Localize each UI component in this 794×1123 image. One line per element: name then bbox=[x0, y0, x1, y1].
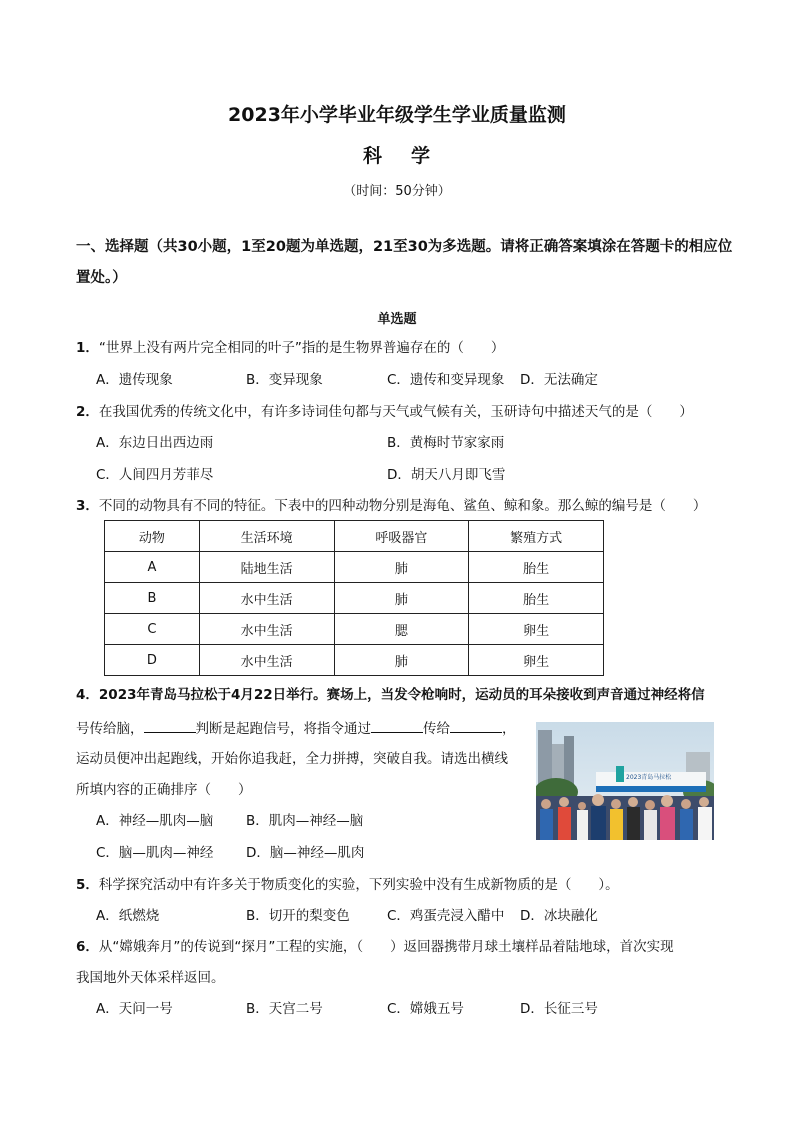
exam-time: （时间：50分钟） bbox=[343, 184, 451, 199]
question-4-text-2d: ， bbox=[502, 721, 516, 737]
marathon-photo-image bbox=[536, 722, 714, 840]
exam-title: 2023年小学毕业年级学生学业质量监测 bbox=[228, 104, 566, 126]
q5-option-d[interactable]: D．冰块融化 bbox=[520, 908, 598, 924]
subject-char-1: 科 bbox=[362, 145, 383, 167]
question-4-text-2b: 判断是起跑信号，将指令通过 bbox=[195, 721, 371, 737]
q4-option-d[interactable]: D．脑—神经—肌肉 bbox=[246, 845, 365, 861]
table-cell: 卵生 bbox=[469, 645, 604, 676]
table-cell: B bbox=[105, 583, 200, 614]
table-row bbox=[105, 614, 604, 645]
photo-banner-text: 2023青岛马拉松 bbox=[626, 774, 672, 781]
question-2-stem bbox=[76, 403, 693, 421]
table-cell: 肺 bbox=[334, 583, 469, 614]
q2-option-b[interactable]: B．黄梅时节家家雨 bbox=[387, 435, 505, 451]
question-4-text-2c: 传给 bbox=[423, 721, 450, 737]
subject-char-2: 学 bbox=[411, 145, 432, 167]
question-3-stem bbox=[76, 497, 706, 515]
question-4-text-1: 2023年青岛马拉松于4月22日举行。赛场上，当发令枪响时，运动员的耳朵接收到声音通过神经将信 bbox=[98, 687, 705, 703]
question-5-text: 科学探究活动中有许多关于物质变化的实验，下列实验中没有生成新物质的是（ ）。 bbox=[98, 877, 619, 893]
question-4-line-2 bbox=[76, 718, 516, 738]
table-cell: 肺 bbox=[334, 645, 469, 676]
table-cell: 水中生活 bbox=[199, 614, 334, 645]
section-instruction: 一、选择题（共30小题，1至20题为单选题，21至30为多选题。请将正确答案填涂在答题卡的相应位置处。） bbox=[76, 239, 733, 286]
q2-option-c[interactable]: C．人间四月芳菲尽 bbox=[96, 467, 214, 483]
single-choice-heading: 单选题 bbox=[377, 312, 417, 327]
table-cell: 卵生 bbox=[469, 614, 604, 645]
q1-option-d[interactable]: D．无法确定 bbox=[520, 372, 598, 388]
question-1-text: “世界上没有两片完全相同的叶子”指的是生物界普遍存在的（ ） bbox=[98, 340, 505, 356]
question-4-text-2a: 号传给脑， bbox=[76, 721, 144, 737]
table-row bbox=[105, 552, 604, 583]
question-6-text-1: 从“嫦娥奔月”的传说到“探月”工程的实施，（ ）返回器携带月球土壤样品着陆地球，首次实现 bbox=[98, 939, 674, 955]
table-header-cell: 生活环境 bbox=[199, 521, 334, 552]
q1-option-b[interactable]: B．变异现象 bbox=[246, 372, 323, 388]
q6-option-c[interactable]: C．嫦娥五号 bbox=[387, 1001, 464, 1017]
table-header-row bbox=[105, 521, 604, 552]
q6-option-d[interactable]: D．长征三号 bbox=[520, 1001, 598, 1017]
q4-option-c[interactable]: C．脑—肌肉—神经 bbox=[96, 845, 214, 861]
table-header-cell: 繁殖方式 bbox=[469, 521, 604, 552]
table-cell: 陆地生活 bbox=[199, 552, 334, 583]
question-5-stem bbox=[76, 876, 619, 894]
table-header-cell: 动物 bbox=[105, 521, 200, 552]
animal-table bbox=[104, 520, 604, 676]
table-cell: D bbox=[105, 645, 200, 676]
question-4-line-3: 运动员便冲出起跑线，开始你追我赶，全力拼搏，突破自我。请选出横线 bbox=[76, 751, 508, 767]
q6-option-b[interactable]: B．天宫二号 bbox=[246, 1001, 323, 1017]
q5-option-b[interactable]: B．切开的梨变色 bbox=[246, 908, 350, 924]
question-2-number: 2． bbox=[76, 404, 99, 420]
question-3-text: 不同的动物具有不同的特征。下表中的四种动物分别是海龟、鲨鱼、鲸和象。那么鲸的编号是（ ） bbox=[98, 498, 707, 514]
table-cell: C bbox=[105, 614, 200, 645]
table-cell: A bbox=[105, 552, 200, 583]
q5-option-a[interactable]: A．纸燃烧 bbox=[96, 908, 160, 924]
question-4-line-4: 所填内容的正确排序（ ） bbox=[76, 782, 252, 798]
q4-option-b[interactable]: B．肌肉—神经—脑 bbox=[246, 813, 364, 829]
table-cell: 水中生活 bbox=[199, 645, 334, 676]
question-1-stem bbox=[76, 339, 504, 357]
table-cell: 胎生 bbox=[469, 552, 604, 583]
answer-blank-1[interactable] bbox=[144, 718, 196, 733]
table-cell: 肺 bbox=[334, 552, 469, 583]
q5-option-c[interactable]: C．鸡蛋壳浸入醋中 bbox=[387, 908, 505, 924]
table-row bbox=[105, 583, 604, 614]
table-cell: 腮 bbox=[334, 614, 469, 645]
question-1-number: 1． bbox=[76, 340, 99, 356]
answer-blank-3[interactable] bbox=[450, 718, 502, 733]
table-cell: 水中生活 bbox=[199, 583, 334, 614]
marathon-photo bbox=[536, 722, 714, 840]
question-6-line-2: 我国地外天体采样返回。 bbox=[76, 970, 225, 986]
question-3-number: 3． bbox=[76, 498, 99, 514]
table-cell: 胎生 bbox=[469, 583, 604, 614]
question-5-number: 5． bbox=[76, 877, 99, 893]
q1-option-c[interactable]: C．遗传和变异现象 bbox=[387, 372, 505, 388]
q2-option-d[interactable]: D．胡天八月即飞雪 bbox=[387, 467, 506, 483]
question-2-text: 在我国优秀的传统文化中，有许多诗词佳句都与天气或气候有关，玉研诗句中描述天气的是（ ） bbox=[98, 404, 693, 420]
q4-option-a[interactable]: A．神经—肌肉—脑 bbox=[96, 813, 214, 829]
table-row bbox=[105, 645, 604, 676]
table-header-cell: 呼吸器官 bbox=[334, 521, 469, 552]
q1-option-a[interactable]: A．遗传现象 bbox=[96, 372, 173, 388]
q6-option-a[interactable]: A．天问一号 bbox=[96, 1001, 173, 1017]
question-4-number: 4． bbox=[76, 687, 99, 703]
q2-option-a[interactable]: A．东边日出西边雨 bbox=[96, 435, 214, 451]
question-6-number: 6． bbox=[76, 939, 99, 955]
answer-blank-2[interactable] bbox=[371, 718, 423, 733]
question-4-line-1 bbox=[76, 686, 705, 704]
subject-title bbox=[0, 141, 794, 168]
question-6-line-1 bbox=[76, 938, 674, 956]
